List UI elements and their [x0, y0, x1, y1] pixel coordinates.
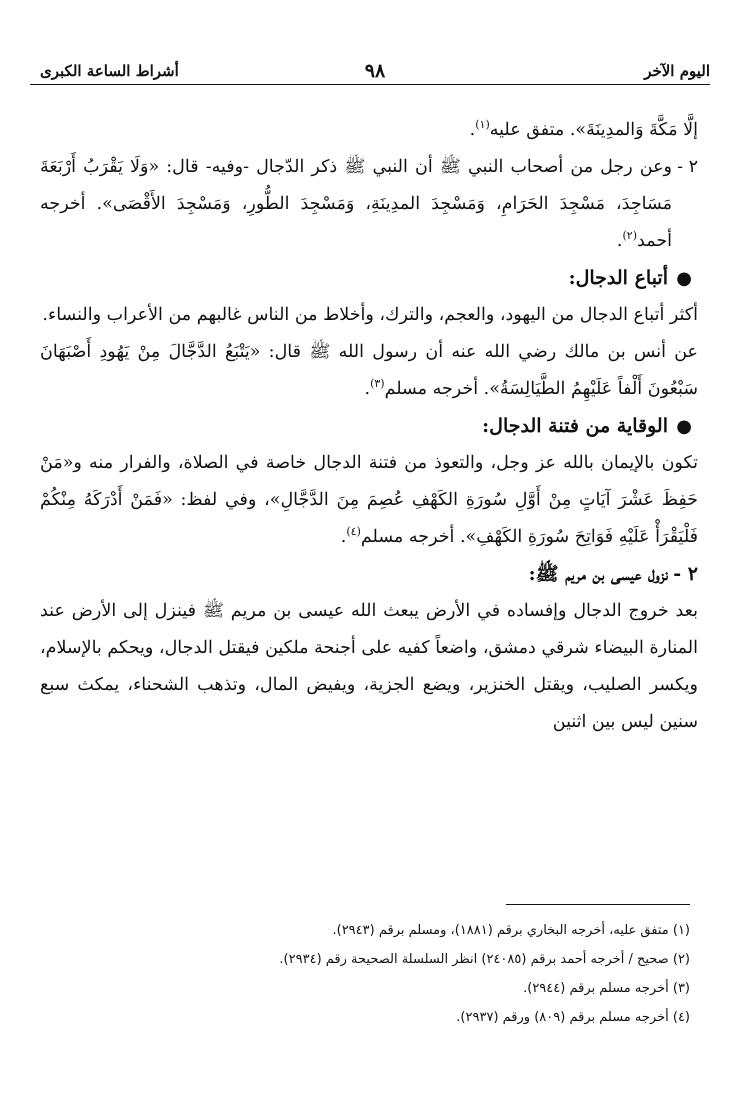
book-title: أشراط الساعة الكبرى: [40, 62, 179, 80]
paragraph-followers: أكثر أتباع الدجال من اليهود، والعجم، والترك، وأخلاط من الناس غالبهم من الأعراب والنساء.: [42, 305, 698, 325]
paragraph-protection: تكون بالإيمان بالله عز وجل، والتعوذ من فتنة الدجال خاصة في الصلاة، والفرار منه و«مَنْ حَفِظَ عَشْرَ آيَاتٍ مِنْ أَوَّلِ سُورَةِ الكَهْفِ عُصِمَ مِنَ الدَّجَّالِ»، وفي لفظ: «فَمَنْ أَدْرَكَهُ مِنْكُمْ فَلْيَقْرَأْ عَلَيْهِ فَوَاتِحَ سُورَةِ الكَهْفِ». أخرجه مسلم$^{(٤)}$.: [40, 453, 698, 547]
paragraph-hadith-anas: عن أنس بن مالك رضي الله عنه أن رسول الله ﷺ قال: «يَتْبَعُ الدَّجَّالَ مِنْ يَهُودِ أَصْبَهَانَ سَبْعُونَ أَلْفاً عَلَيْهِمُ الطَّيَالِسَةُ». أخرجه مسلم$^{(٣)}$.: [40, 342, 698, 399]
numbered-item-2: ٢ - وعن رجل من أصحاب النبي ﷺ أن النبي ﷺ ذكر الدّجال -وفيه- قال: «وَلَا يَقْرَبُ أَرْبَعَةَ مَسَاجِدَ، مَسْجِدَ الحَرَامِ، وَمَسْجِدَ المدِينَةِ، وَمَسْجِدَ الطُّورِ، وَمَسْجِدَ الأَقْصَى». أخرجه أحمد$^{(٢)}$.: [40, 149, 698, 260]
main-text: [40, 112, 698, 741]
item-number: ٢ -: [677, 157, 698, 177]
footnotes: [60, 916, 690, 1032]
footnote-ref-3: (٣): [370, 377, 385, 391]
bullet-icon: ●: [676, 416, 692, 437]
heading-number: ٢ -: [673, 563, 698, 585]
footnote-rule: [506, 904, 690, 905]
footnote-ref-1: (١): [475, 118, 490, 132]
section-heading-followers: ● أتباع الدجال:: [40, 260, 698, 297]
continuation-paragraph: إلَّا مَكَّةَ وَالمدِينَةَ». متفق عليه$^{(١)}$.: [469, 118, 698, 140]
header-rule: [30, 84, 710, 85]
running-header: [40, 60, 710, 84]
section-heading-protection: ● الوقاية من فتنة الدجال:: [40, 408, 698, 445]
chapter-title: اليوم الآخر: [644, 62, 710, 80]
section-heading-isa: ٢ - نزول عيسى بن مريم ﷺ:: [40, 556, 698, 593]
bullet-icon: ●: [676, 268, 692, 289]
footnote-2: (٢) صحيح / أخرجه أحمد برقم (٢٤٠٨٥) انظر السلسلة الصحيحة رقم (٢٩٣٤).: [279, 952, 690, 967]
paragraph-isa: بعد خروج الدجال وإفساده في الأرض يبعث الله عيسى بن مريم ﷺ فينزل إلى الأرض عند المنارة البيضاء شرقي دمشق، واضعاً كفيه على أجنحة ملكين فيقتل الدجال، ويحكم بالإسلام، ويكسر الصليب، ويقتل الخنزير، ويضع الجزية، ويفيض المال، وتذهب الشحناء، يمكث سبع سنين ليس بين اثنين: [40, 601, 698, 732]
footnote-1: (١) متفق عليه، أخرجه البخاري برقم (١٨٨١)، ومسلم برقم (٢٩٤٣).: [332, 923, 690, 938]
footnote-ref-2: (٢): [622, 229, 638, 243]
footnote-4: (٤) أخرجه مسلم برقم (٨٠٩) ورقم (٢٩٣٧).: [456, 1010, 690, 1025]
page-number: ٩٨: [364, 60, 386, 82]
footnote-ref-4: (٤): [346, 525, 361, 539]
footnote-3: (٣) أخرجه مسلم برقم (٢٩٤٤).: [523, 981, 690, 996]
